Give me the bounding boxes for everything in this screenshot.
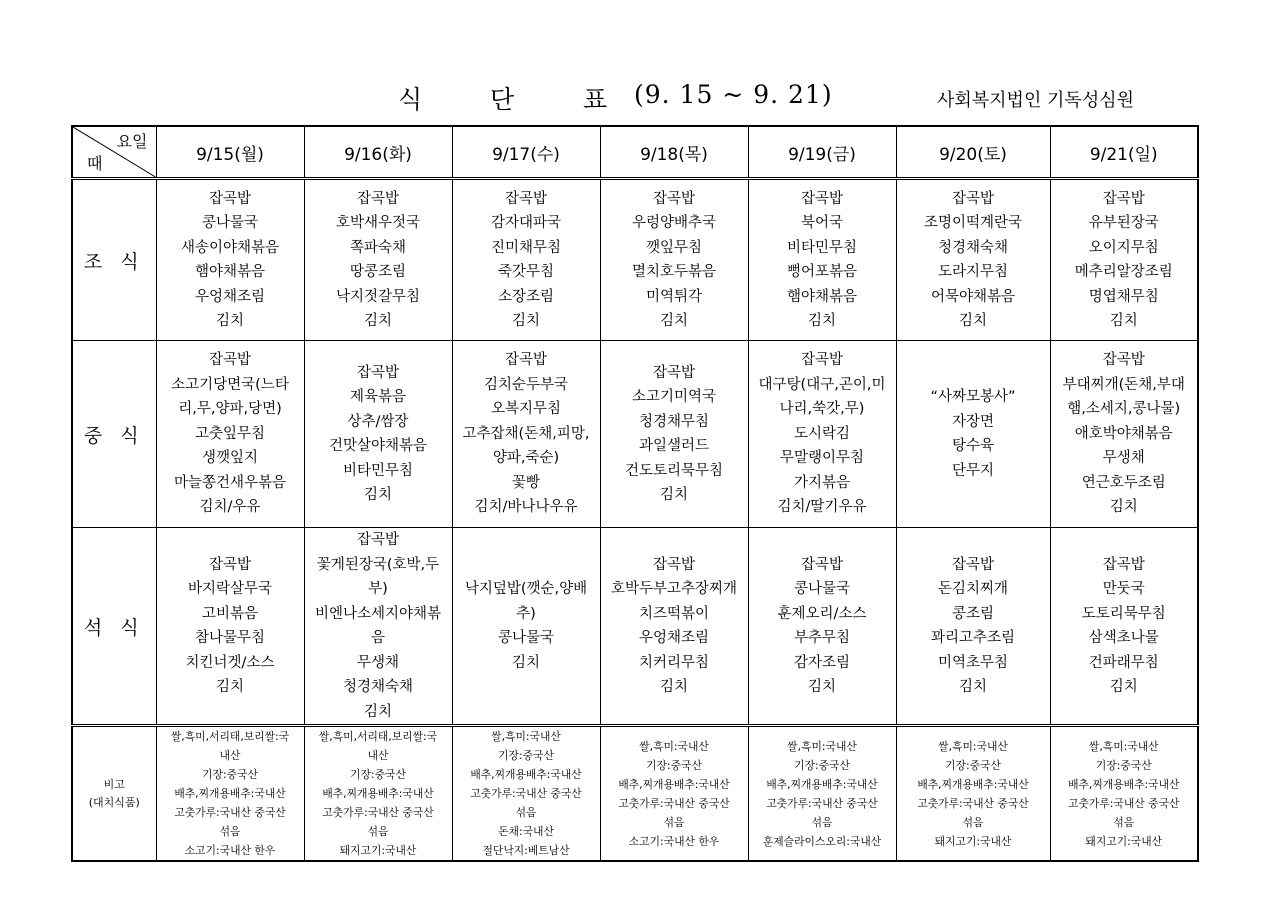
origin-note: 쌀,흑미:국내산 기장:중국산 배추,찌개용배추:국내산 고춧가루:국내산 중국산 섞음 돼지고기:국내산 xyxy=(896,726,1050,862)
lunch-cell: 잡곡밥 소고기미역국 청경채무침 과일샐러드 건도토리묵무침 김치 xyxy=(600,341,748,528)
origin-note: 쌀,흑미:국내산 기장:중국산 배추,찌개용배추:국내산 고춧가루:국내산 중국산 섞음 돼지고기:국내산 xyxy=(1050,726,1198,862)
origin-note: 쌀,흑미:국내산 기장:중국산 배추,찌개용배추:국내산 고춧가루:국내산 중국산 섞음 훈제슬라이스오리:국내산 xyxy=(748,726,896,862)
organization-name: 사회복지법인 기독성심원 xyxy=(937,90,1134,111)
dinner-cell: 잡곡밥 호박두부고추장찌개 치즈떡볶이 우엉채조림 치커리무침 김치 xyxy=(600,528,748,726)
dinner-cell: 잡곡밥 바지락살무국 고비볶음 참나물무침 치킨너겟/소스 김치 xyxy=(156,528,304,726)
day-header: 9/20(토) xyxy=(896,126,1050,179)
day-header: 9/16(화) xyxy=(304,126,452,179)
meal-time-label: 때 xyxy=(87,154,103,173)
day-header: 9/19(금) xyxy=(748,126,896,179)
breakfast-cell: 잡곡밥 유부된장국 오이지무침 메추리알장조림 명엽채무침 김치 xyxy=(1050,179,1198,341)
title-period: (9. 15 ~ 9. 21) xyxy=(634,80,833,109)
origin-note: 쌀,흑미:국내산 기장:중국산 배추,찌개용배추:국내산 고춧가루:국내산 중국산 섞음 돈채:국내산 절단낙지:베트남산 xyxy=(452,726,600,862)
dinner-row xyxy=(72,528,1198,726)
dinner-cell: 잡곡밥 콩나물국 훈제오리/소스 부추무침 감자조림 김치 xyxy=(748,528,896,726)
lunch-cell: 잡곡밥 김치순두부국 오복지무침 고추잡채(돈채,피망, 양파,죽순) 꽃빵 김치/바나나우유 xyxy=(452,341,600,528)
lunch-row xyxy=(72,341,1198,528)
lunch-cell: 잡곡밥 제육볶음 상추/쌈장 건맛살야채볶음 비타민무침 김치 xyxy=(304,341,452,528)
dinner-cell: 낙지덮밥(깻순,양배 추) 콩나물국 김치 xyxy=(452,528,600,726)
lunch-cell: 잡곡밥 부대찌개(돈채,부대 햄,소세지,콩나물) 애호박야채볶음 무생채 연근호두조림 김치 xyxy=(1050,341,1198,528)
day-header: 9/18(목) xyxy=(600,126,748,179)
origin-note: 쌀,흑미:국내산 기장:중국산 배추,찌개용배추:국내산 고춧가루:국내산 중국산 섞음 소고기:국내산 한우 xyxy=(600,726,748,862)
lunch-cell: “사짜모봉사” 자장면 탕수육 단무지 xyxy=(896,341,1050,528)
lunch-cell: 잡곡밥 대구탕(대구,곤이,미 나리,쑥갓,무) 도시락김 무말랭이무침 가지볶음 김치/딸기우유 xyxy=(748,341,896,528)
breakfast-cell: 잡곡밥 감자대파국 진미채무침 죽갓무침 소장조림 김치 xyxy=(452,179,600,341)
breakfast-row xyxy=(72,179,1198,341)
corner-cell xyxy=(72,126,156,179)
breakfast-cell: 잡곡밥 우렁양배추국 깻잎무침 멸치호두볶음 미역튀각 김치 xyxy=(600,179,748,341)
title-char-1: 식 xyxy=(398,85,423,114)
dinner-cell: 잡곡밥 돈김치찌개 콩조림 꽈리고추조림 미역초무침 김치 xyxy=(896,528,1050,726)
day-header: 9/15(월) xyxy=(156,126,304,179)
lunch-cell: 잡곡밥 소고기당면국(느타 리,무,양파,당면) 고춧잎무침 생깻잎지 마늘쫑건새우볶음 김치/우유 xyxy=(156,341,304,528)
dinner-cell: 잡곡밥 꽃게된장국(호박,두 부) 비엔나소세지야채볶 음 무생채 청경채숙채 김치 xyxy=(304,528,452,726)
title-char-3: 표 xyxy=(583,85,608,114)
menu-table xyxy=(71,125,1199,862)
breakfast-cell: 잡곡밥 북어국 비타민무침 뻥어포볶음 햄야채볶음 김치 xyxy=(748,179,896,341)
notes-row xyxy=(72,726,1198,862)
title-char-2: 단 xyxy=(490,85,515,114)
notes-label: 비고 (대치식품) xyxy=(72,726,156,862)
day-header: 9/21(일) xyxy=(1050,126,1198,179)
day-header: 9/17(수) xyxy=(452,126,600,179)
breakfast-cell: 잡곡밥 콩나물국 새송이야채볶음 햄야채볶음 우엉채조림 김치 xyxy=(156,179,304,341)
weekday-label: 요일 xyxy=(116,132,148,151)
origin-note: 쌀,흑미,서리태,보리쌀:국 내산 기장:중국산 배추,찌개용배추:국내산 고춧가루:국내산 중국산 섞음 소고기:국내산 한우 xyxy=(156,726,304,862)
breakfast-cell: 잡곡밥 호박새우젓국 쪽파숙채 땅콩조림 낙지젓갈무침 김치 xyxy=(304,179,452,341)
dinner-cell: 잡곡밥 만둣국 도토리묵무침 삼색초나물 건파래무침 김치 xyxy=(1050,528,1198,726)
dinner-label: 석 식 xyxy=(72,528,156,726)
origin-note: 쌀,흑미,서리태,보리쌀:국 내산 기장:중국산 배추,찌개용배추:국내산 고춧가루:국내산 중국산 섞음 돼지고기:국내산 xyxy=(304,726,452,862)
breakfast-label: 조 식 xyxy=(72,179,156,341)
lunch-label: 중 식 xyxy=(72,341,156,528)
header-row xyxy=(72,126,1198,179)
breakfast-cell: 잡곡밥 조명이떡계란국 청경채숙채 도라지무침 어묵야채볶음 김치 xyxy=(896,179,1050,341)
